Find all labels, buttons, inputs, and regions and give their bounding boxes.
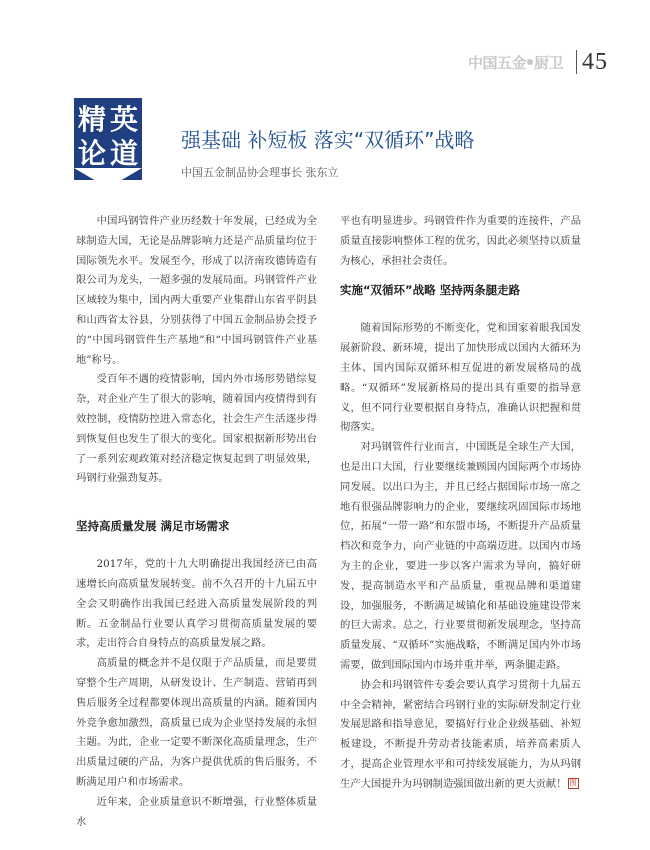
badge-char-3: 论 [77,137,106,170]
section-heading: 实施“双循环”战略 坚持两条腿走路 [340,283,521,298]
paragraph: 高质量的概念并不是仅限于产品质量，而是要贯穿整个生产周期，从研发设计、生产制造、营销再到售后服务全过程都要体现出高质量的内涵。随着国内外竞争愈加激烈，高质量已成为企业坚持发展的永恒主题。为此，企业一定要不断深化高质量理念，生产出质量过硬的产品，为客户提供优质的售后服务，不断满足用户和市场需求。 [76,657,317,788]
paragraph: 随着国际形势的不断变化，党和国家着眼我国发展新阶段、新环境，提出了加快形成以国内大循环为主体、国内国际双循环相互促进的新发展格局的战略。“双循环”发展新格局的提出具有重要的指导意义，但不同行业要根据自身特点，准确认识把握和贯彻落实。 [340,322,581,434]
badge-char-2: 英 [109,103,138,136]
paragraph-text: 协会和玛钢管件专委会要认真学习贯彻十九届五中全会精神，紧密结合玛钢行业的实际研发制定行业发展思路和指导意见，要搞好行业企业级基础、补短板建设，不断提升劳动者技能素质，培养高素质人才，提高企业管理水平和可持续发展能力，为从玛钢生产大国提升为玛钢制造强国做出新的更大贡献！ [340,678,581,790]
brand-dot-icon [527,59,533,65]
spacer [76,537,317,555]
paragraph: 受百年不遇的疫情影响，国内外市场形势错综复杂，对企业产生了很大的影响，随着国内疫情得到有效控制，疫情防控进入常态化，社会生产生活逐步得到恢复但也发生了很大的变化。国家根据新形势出台了一系列宏观政策对经济稳定恢复起到了明显效果，玛钢行业强劲复苏。 [76,373,317,485]
spacer [340,271,581,279]
magazine-brand [468,50,574,74]
article-author: 中国五金制品协会理事长 张东立 [181,166,339,179]
section-heading: 坚持高质量发展 满足市场需求 [76,519,230,534]
paragraph: 中国玛钢管件产业历经数十年发展，已经成为全球制造大国，无论是品牌影响力还是产品质量均位于国际领先水平。发展至今，形成了以济南玫德铸造有限公司为龙头，一超多强的发展局面。玛钢管件产业区域较为集中，国内两大重要产业集群山东省平阴县和山西省太谷县，分别获得了中国五金制品协会授予的“中国玛钢管件生产基地”和“中国玛钢管件产业基地”称号。 [76,215,317,366]
end-mark-icon: 图 [569,779,577,788]
badge-char-4: 道 [109,137,138,170]
page-number: 45 [582,49,608,75]
header-divider [576,50,577,74]
left-column [76,212,317,832]
badge-char-1: 精 [77,103,106,136]
paragraph [340,676,581,795]
right-column [340,212,581,795]
spacer [76,489,317,515]
paragraph: 近年来，企业质量意识不断增强，行业整体质量水 [76,795,317,828]
spacer [340,301,581,319]
paragraph-continued: 平也有明显进步。玛钢管件作为重要的连接件，产品质量直接影响整体工程的优劣，因此必须坚持以质量为核心，承担社会责任。 [340,215,581,267]
paragraph: 对玛钢管件行业而言，中国既是全球生产大国，也是出口大国，行业要继续兼顾国内国际两个市场协同发展。以出口为主，并且已经占据国际市场一席之地有很强品牌影响力的企业，要继续巩固国际市场地位，拓展“一带一路”和东盟市场，不断提升产品质量档次和竞争力，向产业链的中高端迈进。以国内市场为主的企业，要进一步以客户需求为导向，搞好研发，提高制造水平和产品质量，重视品牌和渠道建设，加强服务，不断满足城镇化和基础设施建设带来的巨大需求。总之，行业要贯彻新发展理念，坚持高质量发展、“双循环”实施战略，不断满足国内外市场需要，做到国际国内市场并重并举，两条腿走路。 [340,441,581,671]
magazine-brand-suffix: 厨卫 [534,53,564,72]
article-title: 强基础 补短板 落实“双循环”战略 [181,128,475,152]
magazine-brand-name: 中国五金 [468,53,527,72]
paragraph: 2017年，党的十九大明确提出我国经济已由高速增长向高质量发展转变。前不久召开的十九届五中全会又明确作出我国已经进入高质量发展阶段的判断。五金制品行业要认真学习贯彻高质量发展的要求，走出符合自身特点的高质量发展之路。 [76,558,317,650]
